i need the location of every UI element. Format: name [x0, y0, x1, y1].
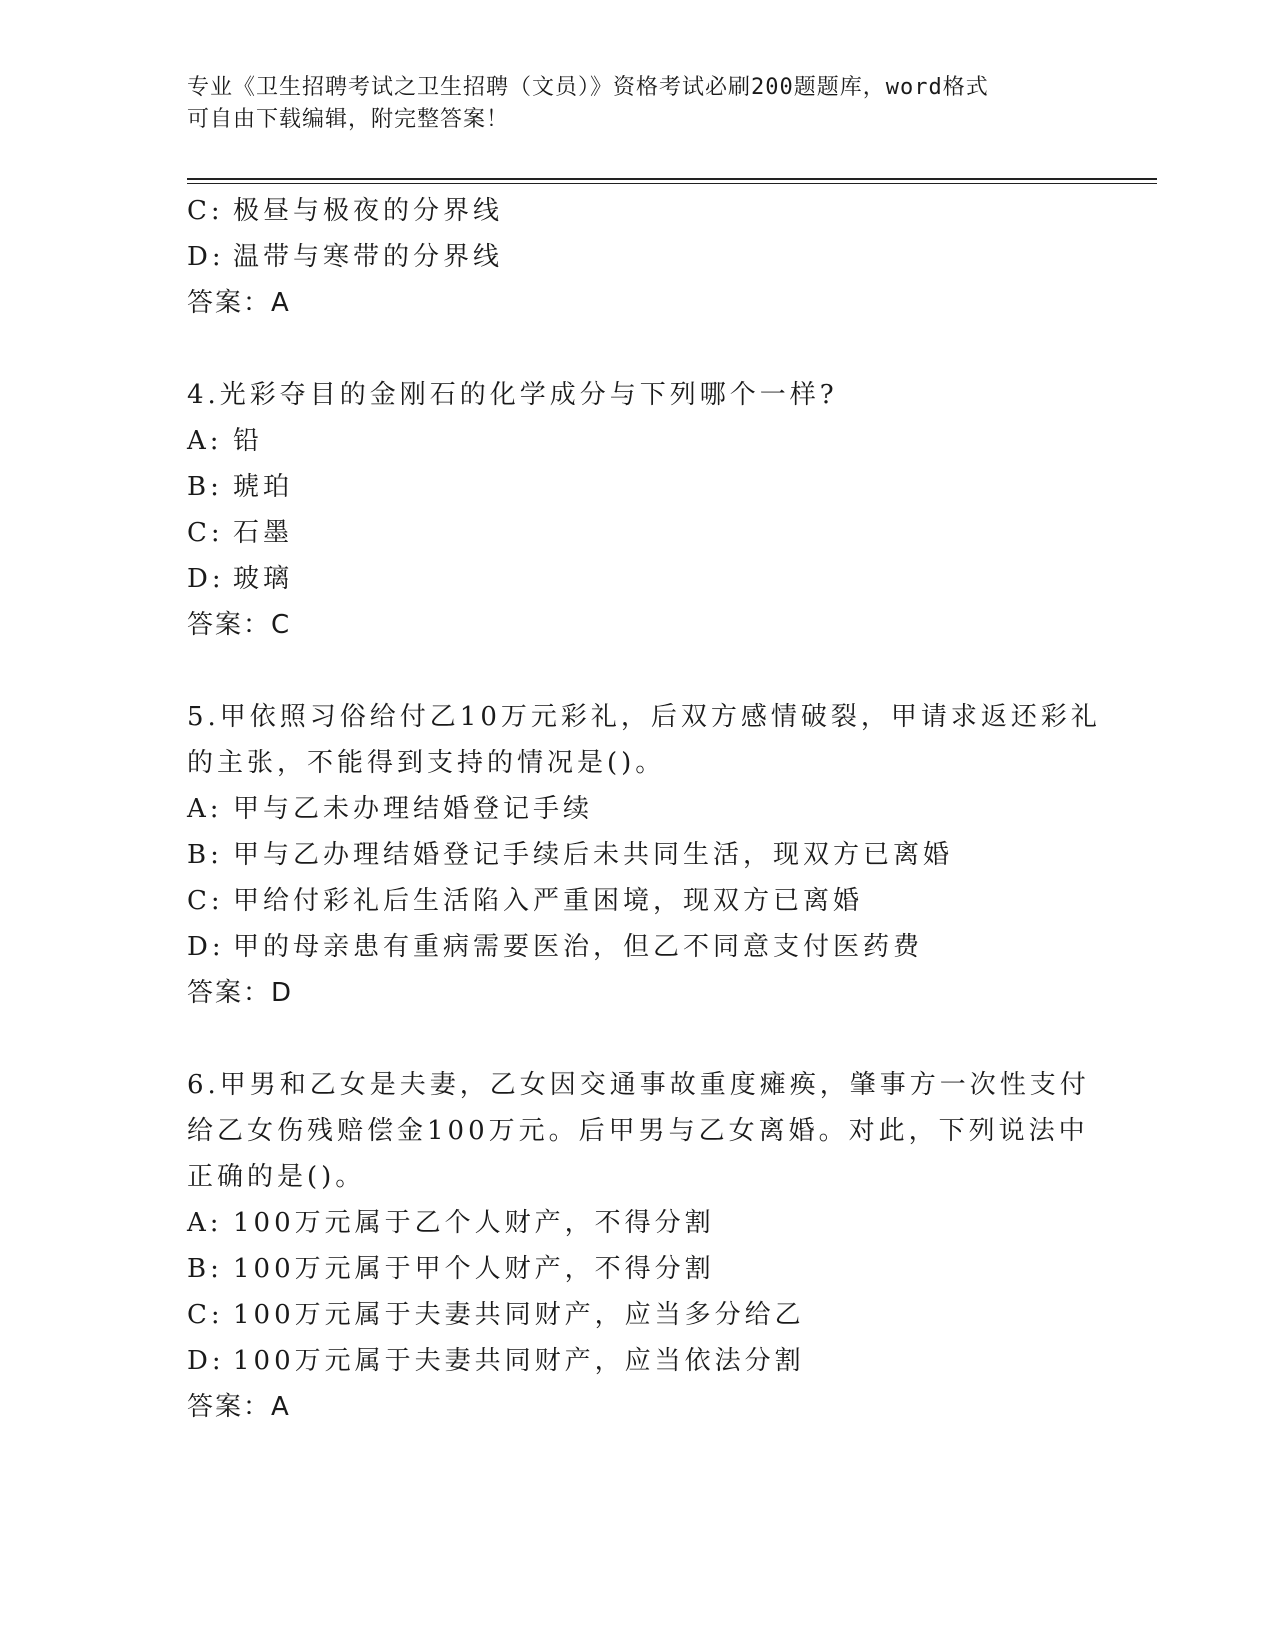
header-divider-thick: [187, 178, 1157, 180]
question-title-line-1: 6.甲男和乙女是夫妻，乙女因交通事故重度瘫痪，肇事方一次性支付: [187, 1070, 1090, 1100]
header-title-line-1: 专业《卫生招聘考试之卫生招聘（文员）》资格考试必刷200题题库，word格式: [187, 75, 989, 100]
question-title-line-1: 5.甲依照习俗给付乙10万元彩礼，后双方感情破裂，甲请求返还彩礼: [187, 702, 1101, 732]
answer-line: 答案：A: [187, 288, 291, 318]
option-key: A:: [187, 1208, 223, 1238]
option-key: D:: [187, 564, 225, 594]
option-text: 极昼与极夜的分界线: [233, 196, 504, 226]
option-b: [187, 1246, 1087, 1292]
document-header: [187, 72, 1087, 136]
answer-line: 答案：A: [187, 1392, 291, 1422]
option-key: B:: [187, 840, 223, 870]
question-title: 4.光彩夺目的金刚石的化学成分与下列哪个一样?: [187, 380, 838, 410]
option-key: C:: [187, 1300, 224, 1330]
spacer: [187, 1016, 1087, 1062]
question-4: [187, 372, 1087, 648]
option-d: [187, 556, 1087, 602]
option-text: 甲给付彩礼后生活陷入严重困境，现双方已离婚: [233, 886, 864, 916]
question-title-line-2: 的主张，不能得到支持的情况是()。: [187, 748, 666, 778]
option-d: [187, 234, 1087, 280]
header-title-line-2: 可自由下载编辑，附完整答案！: [187, 107, 510, 132]
option-key: D:: [187, 242, 225, 272]
option-b: [187, 832, 1087, 878]
option-key: D:: [187, 932, 225, 962]
option-text: 100万元属于夫妻共同财产，应当依法分割: [233, 1346, 805, 1376]
question-title-line-3: 正确的是()。: [187, 1162, 366, 1192]
question-title-line-2: 给乙女伤残赔偿金100万元。后甲男与乙女离婚。对此，下列说法中: [187, 1116, 1089, 1146]
header-divider-thin: [187, 183, 1157, 184]
option-text: 100万元属于乙个人财产，不得分割: [233, 1208, 715, 1238]
option-text: 琥珀: [233, 472, 294, 502]
option-b: [187, 464, 1087, 510]
option-c: [187, 1292, 1087, 1338]
option-text: 温带与寒带的分界线: [233, 242, 504, 272]
option-c: [187, 878, 1087, 924]
option-key: C:: [187, 196, 224, 226]
answer-line: 答案：C: [187, 610, 292, 640]
question-list: [187, 188, 1101, 1430]
option-text: 石墨: [233, 518, 294, 548]
option-c: [187, 188, 1087, 234]
option-text: 甲与乙办理结婚登记手续后未共同生活，现双方已离婚: [233, 840, 954, 870]
option-text: 100万元属于夫妻共同财产，应当多分给乙: [233, 1300, 805, 1330]
option-text: 甲的母亲患有重病需要医治，但乙不同意支付医药费: [233, 932, 924, 962]
option-key: C:: [187, 886, 224, 916]
option-a: [187, 418, 1087, 464]
question-3-tail: [187, 188, 1087, 326]
option-key: C:: [187, 518, 224, 548]
option-key: B:: [187, 1254, 223, 1284]
option-d: [187, 1338, 1087, 1384]
option-key: D:: [187, 1346, 225, 1376]
answer-line: 答案：D: [187, 978, 294, 1008]
option-text: 甲与乙未办理结婚登记手续: [233, 794, 594, 824]
question-6: [187, 1062, 1090, 1430]
option-a: [187, 1200, 1087, 1246]
option-c: [187, 510, 1087, 556]
option-key: A:: [187, 426, 223, 456]
option-a: [187, 786, 1087, 832]
spacer: [187, 648, 1087, 694]
option-text: 铅: [233, 426, 264, 456]
option-d: [187, 924, 1087, 970]
question-5: [187, 694, 1101, 1016]
option-key: A:: [187, 794, 223, 824]
spacer: [187, 326, 1087, 372]
option-text: 100万元属于甲个人财产，不得分割: [233, 1254, 715, 1284]
option-text: 玻璃: [233, 564, 294, 594]
option-key: B:: [187, 472, 223, 502]
